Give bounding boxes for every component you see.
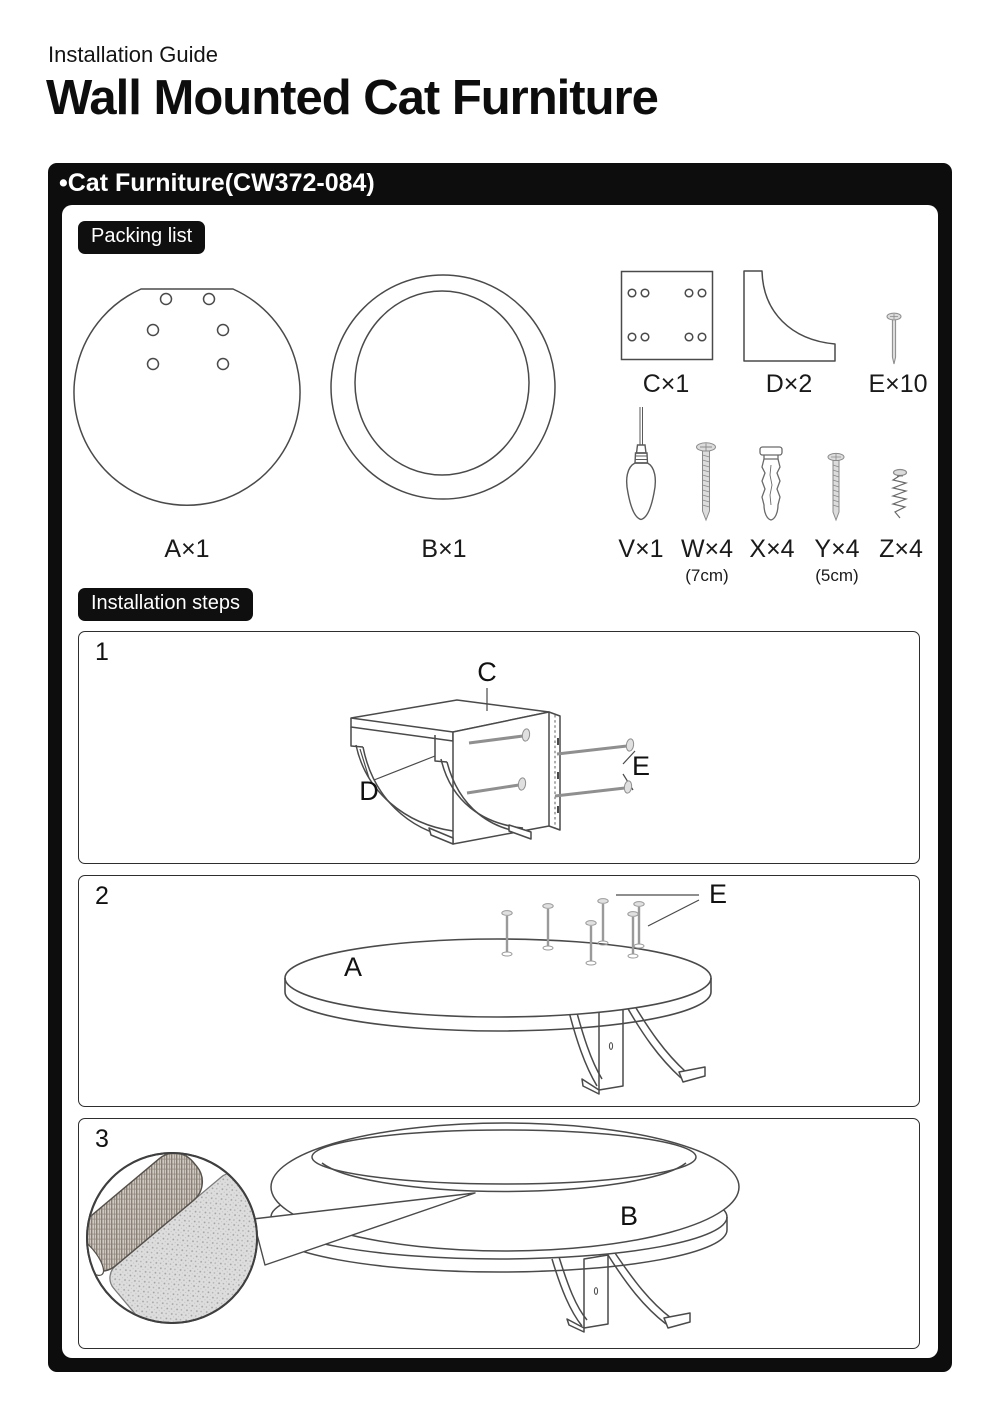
part-x-wall-anchor-drawing [756, 445, 786, 523]
step-3-number: 3 [95, 1125, 109, 1153]
step-2-diagram [79, 876, 915, 1102]
part-c-label: C×1 [642, 370, 690, 398]
step-1-box [78, 631, 920, 864]
part-e-screw-drawing [884, 311, 904, 367]
step-2-callout-a: A [343, 952, 363, 982]
part-v-screwdriver-drawing [622, 405, 660, 523]
step-1-number: 1 [95, 638, 109, 666]
product-section [48, 163, 952, 1372]
guide-eyebrow: Installation Guide [48, 42, 218, 67]
step-1-callout-c: C [477, 657, 497, 687]
part-b-label: B×1 [421, 535, 467, 563]
part-w-label: W×4 [680, 535, 734, 563]
part-d-label: D×2 [765, 370, 813, 398]
step-3-callout-b: B [619, 1201, 639, 1231]
part-a-round-platform-drawing [72, 268, 302, 512]
page-title: Wall Mounted Cat Furniture [46, 71, 658, 125]
step-1-diagram [79, 632, 915, 859]
part-w-size-note: (7cm) [685, 566, 729, 585]
step-1-callout-d: D [359, 776, 379, 806]
step-2-number: 2 [95, 882, 109, 910]
part-y-label: Y×4 [814, 535, 860, 563]
part-z-label: Z×4 [879, 535, 923, 563]
content-panel [62, 205, 938, 1358]
part-y-size-note: (5cm) [815, 566, 859, 585]
part-a-label: A×1 [164, 535, 210, 563]
step-2-box [78, 875, 920, 1107]
part-d-curved-bracket-drawing [743, 270, 837, 363]
part-w-long-screw-drawing [694, 441, 718, 523]
part-y-screw-drawing [826, 452, 846, 523]
part-v-label: V×1 [618, 535, 664, 563]
step-3-box [78, 1118, 920, 1349]
part-b-ring-cushion-drawing [328, 272, 558, 502]
installation-steps-heading: Installation steps [78, 588, 253, 621]
part-x-label: X×4 [749, 535, 795, 563]
step-2-callout-e: E [708, 879, 728, 909]
step-3-diagram [79, 1119, 915, 1344]
part-e-label: E×10 [868, 370, 928, 398]
part-z-screw-drawing [888, 468, 912, 522]
packing-list-heading: Packing list [78, 221, 205, 254]
product-banner: •Cat Furniture(CW372-084) [59, 169, 375, 197]
step-1-callout-e: E [631, 751, 651, 781]
part-c-mounting-plate-drawing [620, 270, 714, 361]
